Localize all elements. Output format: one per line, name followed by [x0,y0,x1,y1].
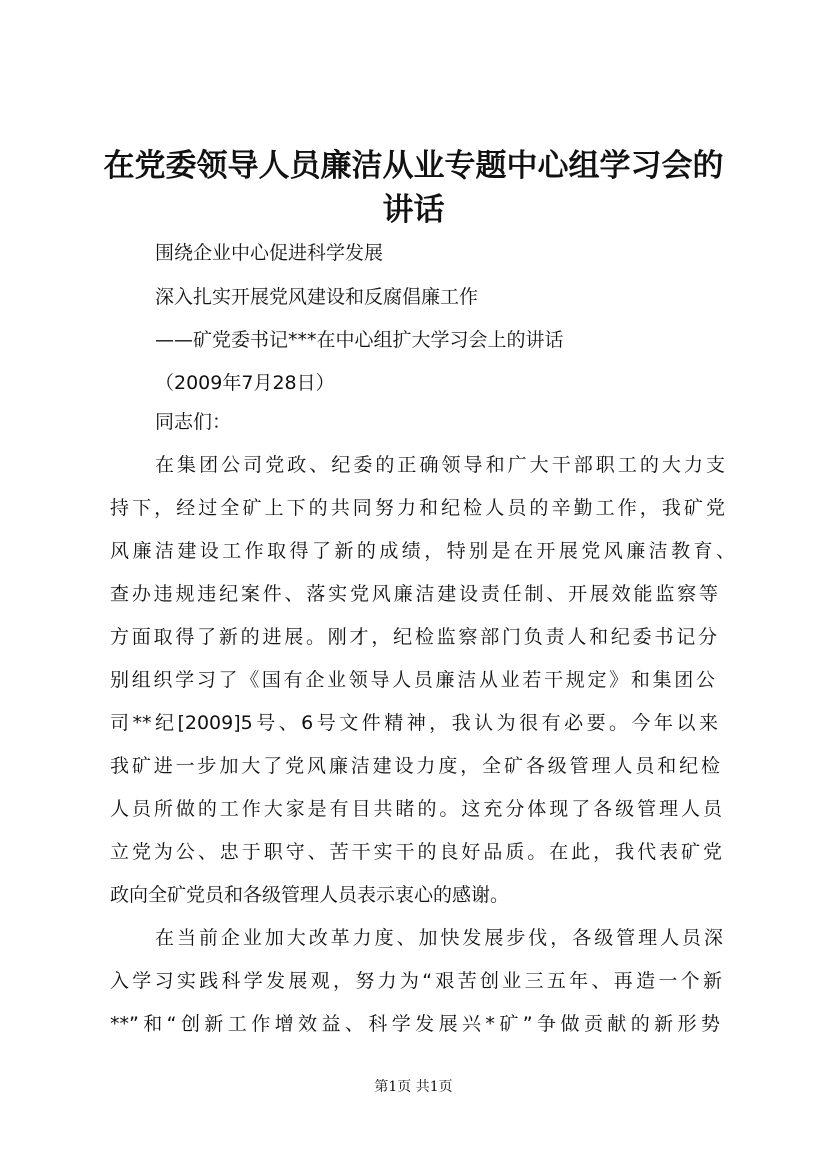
paragraph-line: 在集团公司党政、纪委的正确领导和广大干部职工的大力支 [155,454,725,476]
subtitle-line: 深入扎实开展党风建设和反腐倡廉工作 [155,286,479,308]
paragraph-line: **”和“创新工作增效益、科学发展兴*矿”争做贡献的新形势 [110,1013,720,1035]
page-number-footer: 第1页 共1页 [374,1079,453,1095]
date-line: （2009年7月28日） [155,372,335,394]
document-title-line-2: 讲话 [382,192,445,228]
paragraph-line: 风廉洁建设工作取得了新的成绩，特别是在开展党风廉洁教育、 [110,540,735,562]
salutation: 同志们： [155,411,232,433]
paragraph-line: 我矿进一步加大了党风廉洁建设力度，全矿各级管理人员和纪检 [110,755,720,777]
paragraph-line: 持下，经过全矿上下的共同努力和纪检人员的辛勤工作，我矿党 [110,497,725,519]
speaker-line: ——矿党委书记***在中心组扩大学习会上的讲话 [155,329,564,351]
paragraph-line: 司**纪[2009]5号、6号文件精神，我认为很有必要。今年以来 [110,712,718,734]
paragraph-line: 政向全矿党员和各级管理人员表示衷心的感谢。 [110,884,510,906]
paragraph-line: 人员所做的工作大家是有目共睹的。这充分体现了各级管理人员 [110,798,722,820]
document-title-line-1: 在党委领导人员廉洁从业专题中心组学习会的 [103,148,724,184]
paragraph-line: 立党为公、忠于职守、苦干实干的良好品质。在此，我代表矿党 [110,841,722,863]
paragraph-line: 别组织学习了《国有企业领导人员廉洁从业若干规定》和集团公 [110,669,715,691]
paragraph-line: 方面取得了新的进展。刚才，纪检监察部门负责人和纪委书记分 [110,626,717,648]
paragraph-line: 在当前企业加大改革力度、加快发展步伐，各级管理人员深 [155,927,723,949]
subtitle-line: 围绕企业中心促进科学发展 [155,242,384,264]
paragraph-line: 入学习实践科学发展观，努力为“艰苦创业三五年、再造一个新 [110,970,722,992]
paragraph-line: 查办违规违纪案件、落实党风廉洁建设责任制、开展效能监察等 [110,583,718,605]
